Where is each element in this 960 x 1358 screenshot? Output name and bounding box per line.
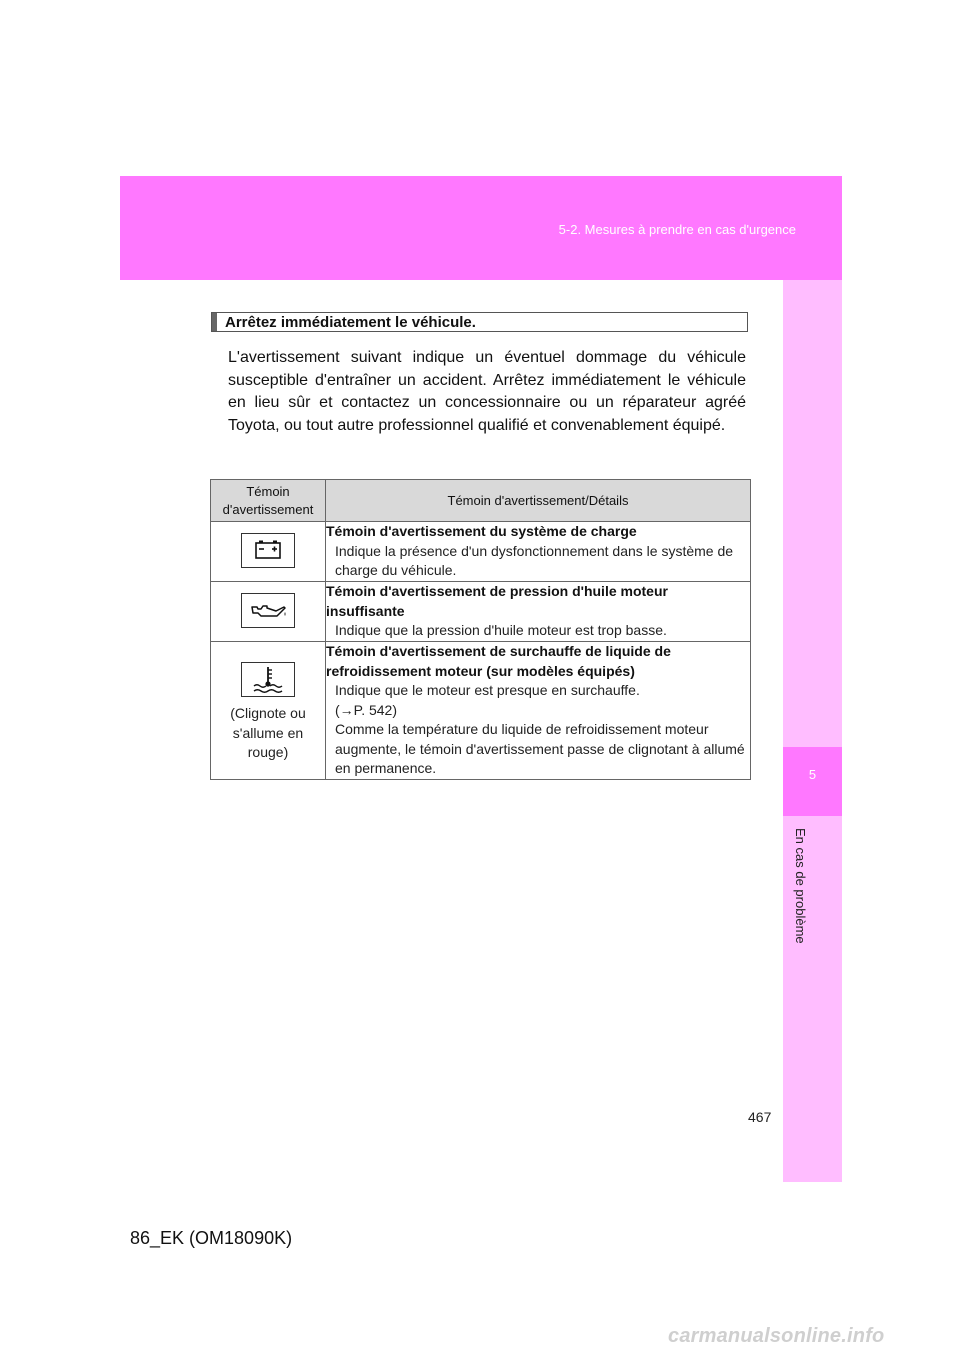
warning-title: Témoin d'avertissement de pression d'huile moteur insuffisante (326, 583, 668, 619)
details-cell (326, 582, 751, 642)
warning-detail: Indique que le moteur est presque en surchauffe. (335, 682, 640, 698)
icon-cell (211, 642, 326, 780)
document-id: 86_EK (OM18090K) (130, 1228, 293, 1248)
warning-title: Témoin d'avertissement du système de charge (326, 523, 637, 539)
heading-bar (212, 313, 217, 331)
warning-lights-table (210, 479, 751, 780)
details-cell (326, 522, 751, 582)
chapter-side-tab (783, 280, 842, 1182)
icon-cell (211, 582, 326, 642)
table-row (211, 522, 751, 582)
chapter-number-box (783, 747, 842, 816)
page-reference-link[interactable]: (→P. 542) (335, 701, 397, 718)
table-header-row (211, 480, 751, 522)
section-heading-text: Arrêtez immédiatement le véhicule. (225, 313, 476, 331)
table-row (211, 582, 751, 642)
battery-icon (241, 533, 295, 568)
header-cell-details: Témoin d'avertissement/Détails (326, 480, 751, 522)
section-title: 5-2. Mesures à prendre en cas d'urgence (558, 222, 796, 237)
warning-detail: Indique la présence d'un dysfonctionnement dans le système de charge du véhicule. (335, 542, 734, 578)
warning-detail: Indique que la pression d'huile moteur est trop basse. (335, 622, 667, 638)
icon-cell (211, 522, 326, 582)
section-heading (211, 312, 748, 332)
page-number: 467 (748, 1109, 772, 1125)
header-band (120, 176, 842, 280)
header-cell-indicator: Témoin d'avertissement (211, 480, 326, 522)
coolant-temperature-icon (241, 662, 295, 697)
intro-paragraph: L'avertissement suivant indique un éventuel dommage du véhicule susceptible d'entraîner un accident. Arrêtez immédiatement le véhicule en lieu sûr et contactez un concessionnaire ou un réparateur agréé Toyota, ou tout autre professionnel qualifié et convenablement équipé. (228, 349, 746, 434)
watermark: carmanualsonline.info (668, 1325, 885, 1347)
table-row (211, 642, 751, 780)
details-cell (326, 642, 751, 780)
icon-note: (Clignote ou s'allume en rouge) (230, 705, 306, 760)
warning-title: Témoin d'avertissement de surchauffe de liquide de refroidissement moteur (sur modèles équipés) (326, 643, 671, 679)
chapter-number: 5 (808, 767, 817, 782)
oil-can-icon (241, 593, 295, 628)
warning-detail: Comme la température du liquide de refroidissement moteur augmente, le témoin d'avertissement passe de clignotant à allumé en permanence. (335, 721, 745, 776)
chapter-title: En cas de problème (793, 828, 808, 944)
